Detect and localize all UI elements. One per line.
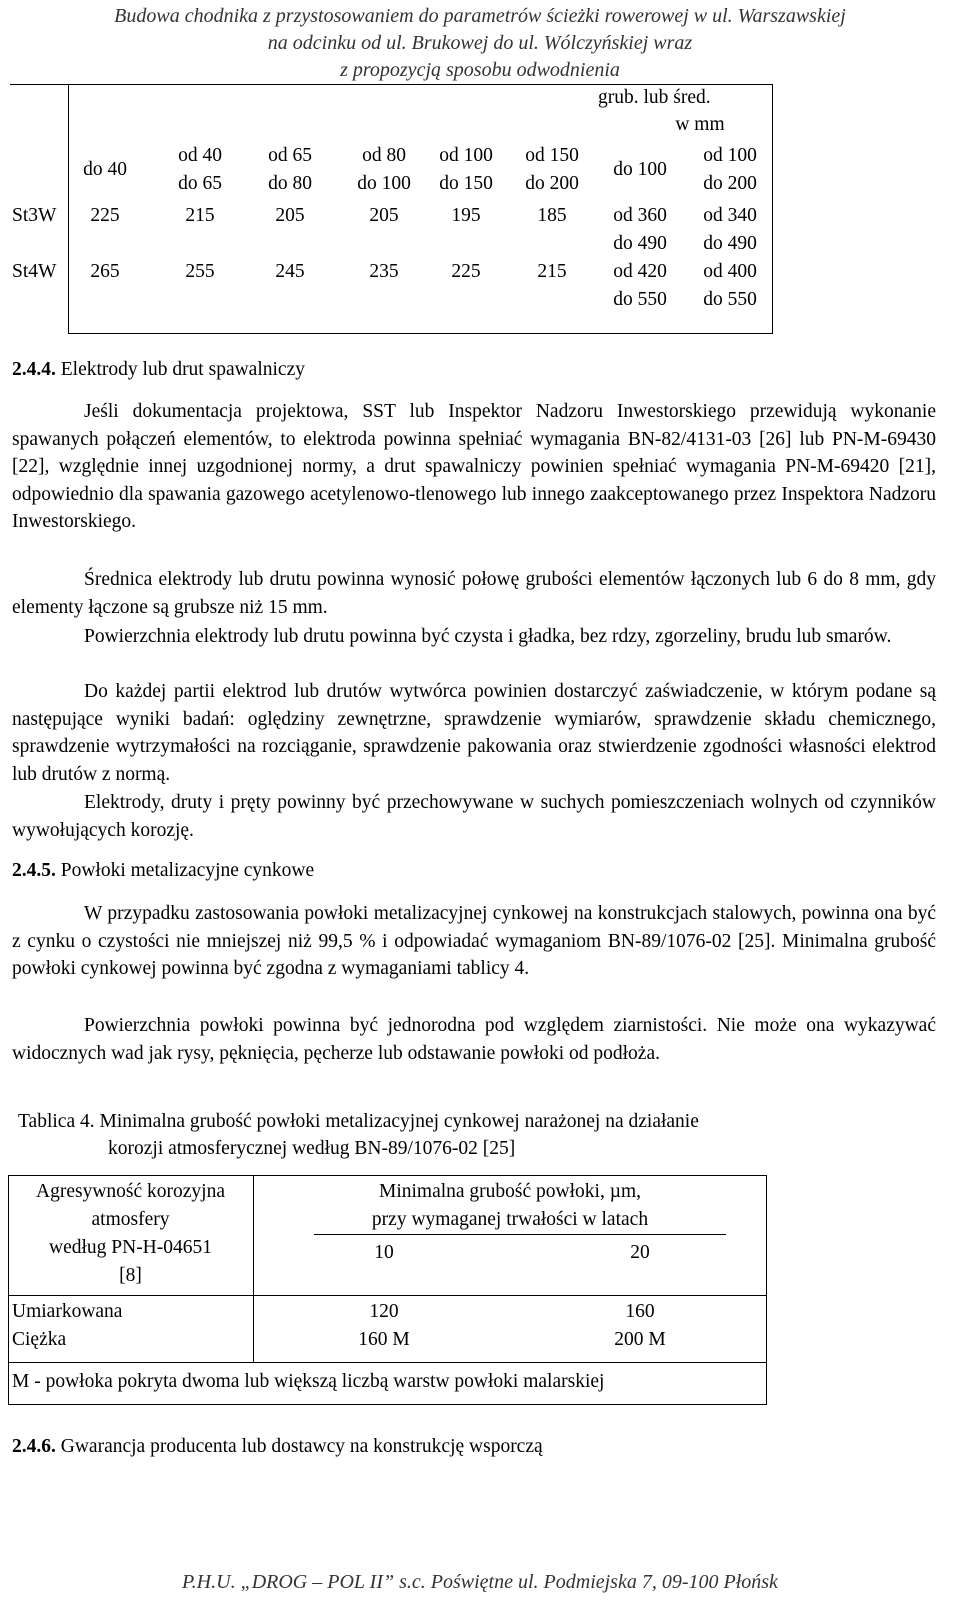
row-label-st3w: St3W (12, 205, 57, 226)
paragraph: Do każdej partii elektrod lub drutów wytwórca powinien dostarczyć zaświadczenie, w którym podane są następujące wyniki badań: oględziny zewnętrzne, sprawdzenie wymiarów, sprawdzenie składu chemicznego, sprawdzenie wytrzymałości na rozciąganie, sprawdzenie pakowania oraz stwierdzenie zgodności własności elektrod lub drutów z normą. (12, 681, 936, 785)
table-border-top (8, 1175, 766, 1176)
table-cell: 215 (185, 205, 215, 226)
col-header-1a: od 40 (178, 145, 222, 166)
table-cell: 225 (90, 205, 120, 226)
header-left-line-3: według PN-H-04651 (48, 1237, 213, 1258)
table-caption-line-2: korozji atmosferycznej według BN-89/1076-02 [25] (108, 1138, 516, 1159)
header-left-line-4: [8] (119, 1265, 142, 1286)
page-footer: P.H.U. „DROG – POL II” s.c. Poświętne ul. Podmiejska 7, 09-100 Płońsk (182, 1571, 778, 1593)
section-number: 2.4.4. (12, 359, 56, 380)
section-heading-2-4-5 (12, 860, 314, 882)
row-label-heavy: Ciężka (12, 1329, 67, 1350)
table-note: M - powłoka pokryta dwoma lub większą liczbą warstw powłoki malarskiej (12, 1371, 605, 1392)
unit-label-line-1: grub. lub śred. (598, 87, 711, 108)
col-header-6: do 100 (613, 159, 667, 180)
table-cell: 225 (451, 261, 481, 282)
col-header-2a: od 65 (268, 145, 312, 166)
table-border-bottom (68, 333, 773, 334)
table-border-left (68, 84, 69, 334)
table-cell: 160 M (358, 1329, 410, 1350)
table-cell: 200 M (614, 1329, 666, 1350)
table-border-bottom (8, 1404, 767, 1405)
paragraph: Jeśli dokumentacja projektowa, SST lub Inspektor Nadzoru Inwestorskiego przewidują wykonanie spawanych połączeń elementów, to elektroda powinna spełniać wymagania BN-82/4131-03 [26] lub PN-M-69430 [22], względnie innej uzgodnionej normy, a drut spawalniczy powinien spełniać wymagania PN-M-69420 [21], odpowiednio dla spawania gazowego acetylenowo-tlenowego lub innego zaakceptowanego przez Inspektora Nadzoru Inwestorskiego. (12, 401, 936, 532)
table-note-divider (8, 1362, 766, 1363)
running-header-line-1: Budowa chodnika z przystosowaniem do parametrów ścieżki rowerowej w ul. Warszawskiej (114, 5, 846, 27)
col-header-3a: od 80 (362, 145, 406, 166)
table-border-top (10, 84, 772, 85)
table-cell: 255 (185, 261, 215, 282)
header-left-line-2: atmosfery (91, 1209, 170, 1230)
header-right-line-2: przy wymaganej trwałości w latach (371, 1209, 649, 1230)
header-right-line-1: Minimalna grubość powłoki, µm, (378, 1181, 641, 1202)
section-number: 2.4.6. (12, 1436, 56, 1457)
table-cell: 265 (90, 261, 120, 282)
col-header-3b: do 100 (357, 173, 411, 194)
table-border-right (772, 84, 773, 334)
section-title: Gwarancja producenta lub dostawcy na konstrukcję wsporczą (55, 1436, 543, 1457)
col-header-4b: do 150 (439, 173, 493, 194)
col-header-4a: od 100 (439, 145, 493, 166)
running-header-line-3: z propozycją sposobu odwodnienia (340, 59, 620, 81)
table-cell: 195 (451, 205, 481, 226)
row-label-st4w: St4W (12, 261, 57, 282)
table-cell: 205 (369, 205, 399, 226)
section-title: Powłoki metalizacyjne cynkowe (55, 860, 315, 881)
table-cell: 185 (537, 205, 567, 226)
table-cell: do 490 (703, 233, 757, 254)
paragraph: Średnica elektrody lub drutu powinna wynosić połowę grubości elementów łączonych lub 6 do 8 mm, gdy elementy łączone są grubsze niż 15 mm. (12, 569, 936, 618)
table-caption-line-1: Tablica 4. Minimalna grubość powłoki metalizacyjnej cynkowej narażonej na działanie (18, 1111, 699, 1132)
paragraph: Elektrody, druty i pręty powinny być przechowywane w suchych pomieszczeniach wolnych od czynników wywołujących korozję. (12, 792, 936, 841)
header-right-divider (314, 1234, 726, 1235)
paragraph: W przypadku zastosowania powłoki metalizacyjnej cynkowej na konstrukcjach stalowych, powinna ona być z cynku o czystości nie mniejszej niż 99,5 % i odpowiadać wymaganiom BN-89/1076-02 [25]. Minimalna grubość powłoki cynkowej powinna być zgodna z wymaganiami tablicy 4. (12, 903, 936, 979)
unit-label-line-2: w mm (675, 114, 725, 135)
paragraph: Powierzchnia powłoki powinna być jednorodna pod względem ziarnistości. Nie może ona wykazywać widocznych wad jak rysy, pęknięcia, pęcherze lub odstawanie powłoki od podłoża. (12, 1015, 936, 1064)
table-header-divider (8, 1295, 766, 1296)
year-10-header: 10 (374, 1242, 394, 1263)
section-number: 2.4.5. (12, 860, 56, 881)
section-heading-2-4-4 (12, 359, 305, 381)
table-cell: 205 (275, 205, 305, 226)
paragraph: Powierzchnia elektrody lub drutu powinna być czysta i gładka, bez rdzy, zgorzeliny, brudu lub smarów. (84, 626, 892, 647)
section-title: Elektrody lub drut spawalniczy (55, 359, 305, 380)
table-cell: 235 (369, 261, 399, 282)
row-label-moderate: Umiarkowana (12, 1301, 123, 1322)
table-cell: od 360 (613, 205, 667, 226)
table-border-right (766, 1175, 767, 1405)
table-cell: 120 (369, 1301, 399, 1322)
col-header-2b: do 80 (268, 173, 312, 194)
table-cell: 160 (625, 1301, 655, 1322)
running-header-line-2: na odcinku od ul. Brukowej do ul. Wólczyńskiej wraz (267, 32, 693, 54)
col-header-1b: do 65 (178, 173, 222, 194)
section-heading-2-4-6 (12, 1436, 543, 1458)
table-cell: od 400 (703, 261, 757, 282)
table-cell: od 420 (613, 261, 667, 282)
year-20-header: 20 (630, 1242, 650, 1263)
table-cell: do 490 (613, 233, 667, 254)
header-left-line-1: Agresywność korozyjna (36, 1181, 225, 1202)
table-cell: od 340 (703, 205, 757, 226)
col-header-0: do 40 (83, 159, 127, 180)
col-header-5a: od 150 (525, 145, 579, 166)
table-cell: 215 (537, 261, 567, 282)
table-cell: do 550 (703, 289, 757, 310)
col-header-5b: do 200 (525, 173, 579, 194)
col-header-7b: do 200 (703, 173, 757, 194)
table-cell: 245 (275, 261, 305, 282)
table-cell: do 550 (613, 289, 667, 310)
col-header-7a: od 100 (703, 145, 757, 166)
